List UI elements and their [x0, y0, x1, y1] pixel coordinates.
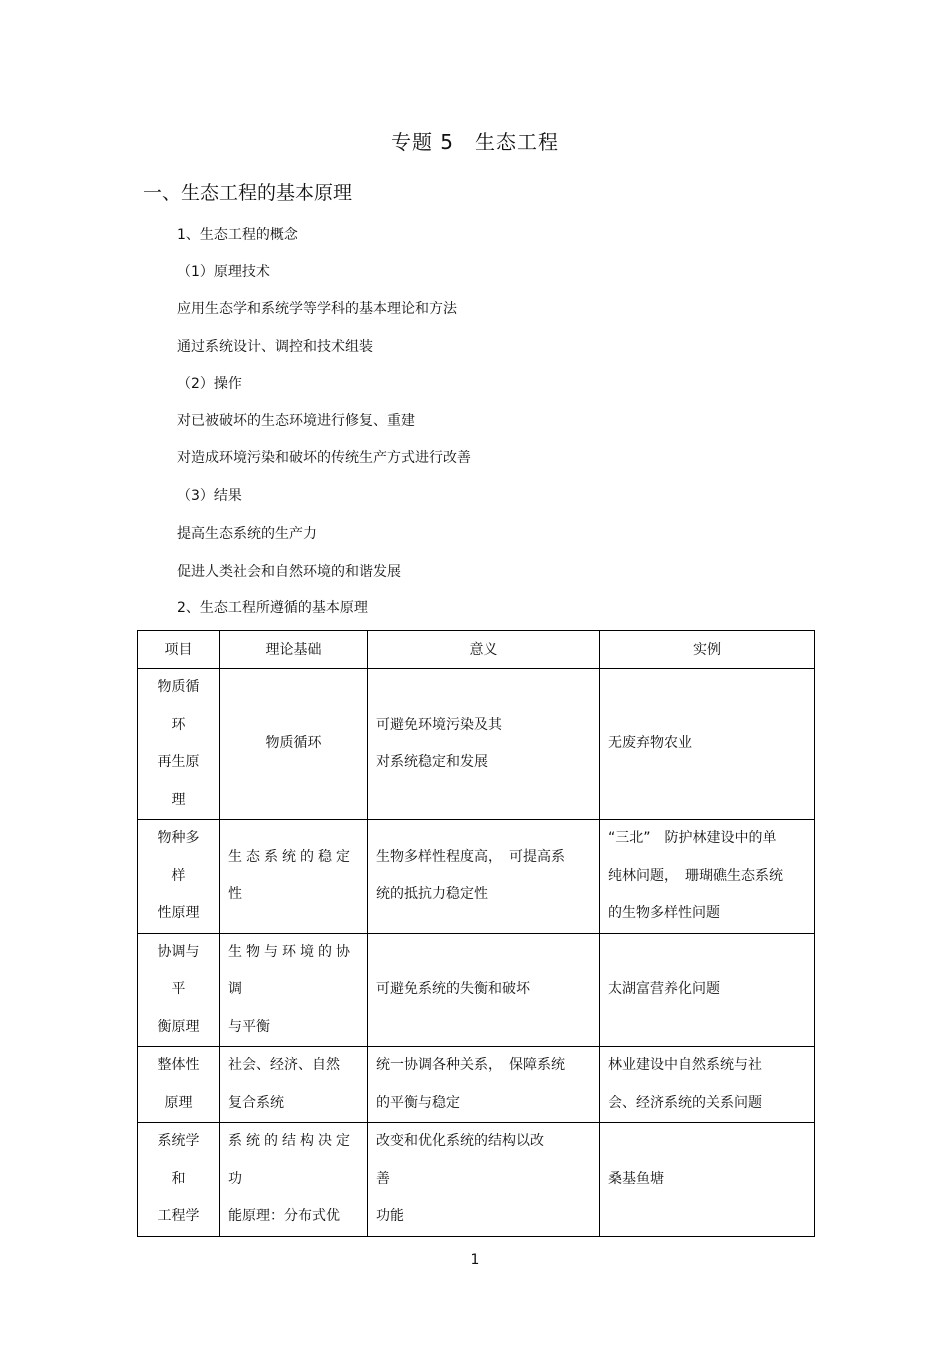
- cell-item: 物种多 样 性原理: [138, 820, 220, 934]
- table-row: [138, 669, 815, 820]
- header-example: 实例: [600, 631, 815, 669]
- table-row: [138, 820, 815, 934]
- cell-example: 桑基鱼塘: [600, 1123, 815, 1237]
- cell-example: 无废弃物农业: [600, 669, 815, 820]
- table-row: [138, 1123, 815, 1237]
- principles-table: [137, 630, 815, 1237]
- cell-meaning: 统一协调各种关系， 保障系统 的平衡与稳定: [368, 1047, 600, 1123]
- cell-basis: 社会、经济、自然 复合系统: [220, 1047, 368, 1123]
- paragraph-line: 促进人类社会和自然环境的和谐发展: [177, 564, 401, 580]
- paragraph-line: 对已被破坏的生态环境进行修复、重建: [177, 413, 415, 429]
- table-row: [138, 933, 815, 1047]
- cell-meaning: 改变和优化系统的结构以改 善 功能: [368, 1123, 600, 1237]
- header-theory-basis: 理论基础: [220, 631, 368, 669]
- cell-basis: 生物与环境的协 调 与平衡: [220, 933, 368, 1047]
- paragraph-line: 提高生态系统的生产力: [177, 526, 317, 542]
- paragraph-line: 对造成环境污染和破坏的传统生产方式进行改善: [177, 450, 471, 466]
- cell-meaning: 可避免环境污染及其 对系统稳定和发展: [368, 669, 600, 820]
- cell-basis: 物质循环: [220, 669, 368, 820]
- cell-example: 林业建设中自然系统与社 会、经济系统的关系问题: [600, 1047, 815, 1123]
- cell-meaning: 可避免系统的失衡和破坏: [368, 933, 600, 1047]
- table-row: [138, 1047, 815, 1123]
- cell-item: 物质循 环 再生原 理: [138, 669, 220, 820]
- section-heading: 一、生态工程的基本原理: [143, 182, 353, 204]
- concept-heading: 1、生态工程的概念: [177, 227, 298, 243]
- cell-item: 系统学 和 工程学: [138, 1123, 220, 1237]
- principles-heading: 2、生态工程所遵循的基本原理: [177, 600, 368, 616]
- table-header-row: [138, 631, 815, 669]
- cell-basis: 系统的结构决定 功 能原理：分布式优: [220, 1123, 368, 1237]
- header-item: 项目: [138, 631, 220, 669]
- cell-basis: 生态系统的稳定 性: [220, 820, 368, 934]
- cell-meaning: 生物多样性程度高， 可提高系 统的抵抗力稳定性: [368, 820, 600, 934]
- subheading-result: （3）结果: [177, 488, 242, 504]
- header-meaning: 意义: [368, 631, 600, 669]
- cell-item: 协调与 平 衡原理: [138, 933, 220, 1047]
- paragraph-line: 通过系统设计、调控和技术组装: [177, 339, 373, 355]
- subheading-operation: （2）操作: [177, 376, 242, 392]
- document-title: 专题 5 生态工程: [390, 130, 560, 154]
- cell-example: “三北” 防护林建设中的单 纯林问题， 珊瑚礁生态系统 的生物多样性问题: [600, 820, 815, 934]
- subheading-principle-technique: （1）原理技术: [177, 264, 270, 280]
- cell-item: 整体性 原理: [138, 1047, 220, 1123]
- page-number: 1: [470, 1252, 480, 1268]
- paragraph-line: 应用生态学和系统学等学科的基本理论和方法: [177, 301, 457, 317]
- cell-example: 太湖富营养化问题: [600, 933, 815, 1047]
